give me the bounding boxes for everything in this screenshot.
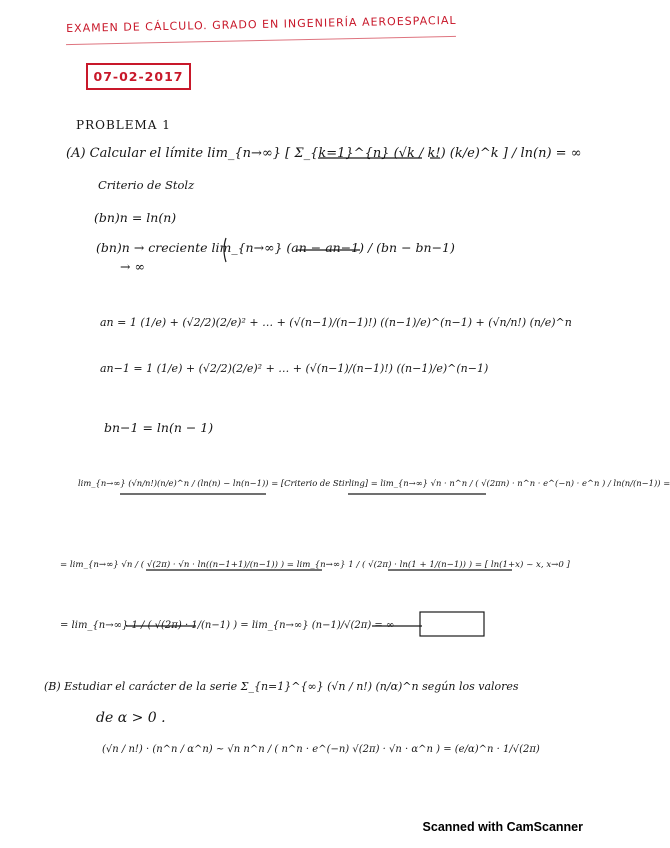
bn-to-infinity: → ∞ bbox=[120, 259, 145, 274]
part-b-equivalence: (√n / n!) · (n^n / α^n) ~ √n n^n / ( n^n · e^(−n) √(2π) · √n · α^n ) = (e/α)^n · 1/√(2π) bbox=[102, 744, 540, 755]
bn1-expression: bn−1 = ln(n − 1) bbox=[104, 420, 214, 435]
bn-definition: (bn)n = ln(n) bbox=[94, 210, 177, 225]
scanner-watermark: Scanned with CamScanner bbox=[422, 820, 583, 834]
part-b-condition: de α > 0 . bbox=[96, 710, 166, 726]
an-expression: an = 1 (1/e) + (√2/2)(2/e)² + … + (√(n−1)/(n−1)!) ((n−1)/e)^(n−1) + (√n/n!) (n/e)^n bbox=[100, 316, 572, 329]
an1-expression: an−1 = 1 (1/e) + (√2/2)(2/e)² + … + (√(n−1)/(n−1)!) ((n−1)/e)^(n−1) bbox=[100, 362, 489, 375]
bn-conditions: (bn)n → creciente lim_{n→∞} (an − an−1) / (bn − bn−1) bbox=[96, 240, 455, 255]
problem-heading: PROBLEMA 1 bbox=[76, 118, 171, 132]
part-a-statement: (A) Calcular el límite lim_{n→∞} [ Σ_{k=1}^{n} (√k / k!) (k/e)^k ] / ln(n) = ∞ bbox=[66, 146, 582, 161]
limit-step-3: = lim_{n→∞} 1 / ( √(2π) · 1/(n−1) ) = lim_{n→∞} (n−1)/√(2π) = ∞ bbox=[60, 620, 395, 631]
exam-title: EXAMEN DE CÁLCULO. GRADO EN INGENIERÍA AEROESPACIAL bbox=[66, 13, 457, 35]
limit-step-2: = lim_{n→∞} √n / ( √(2π) · √n · ln((n−1+1)/(n−1)) ) = lim_{n→∞} 1 / ( √(2π) · ln(1 + 1/(n−1)) ) = [ ln(1+x) ~ x, x→0 ] bbox=[60, 560, 570, 570]
stolz-criterion: Criterio de Stolz bbox=[98, 178, 195, 192]
part-b-statement: (B) Estudiar el carácter de la serie Σ_{n=1}^{∞} (√n / n!) (n/α)^n según los valores bbox=[44, 680, 519, 693]
exam-date: 07-02-2017 bbox=[86, 63, 191, 90]
limit-step-1: lim_{n→∞} (√n/n!)(n/e)^n / (ln(n) − ln(n−1)) = [Criterio de Stirling] = lim_{n→∞} √n · n^n / ( √(2πn) · n^n · e^(−n) · e^n ) / ln(n/(n−1)) = bbox=[78, 478, 670, 488]
